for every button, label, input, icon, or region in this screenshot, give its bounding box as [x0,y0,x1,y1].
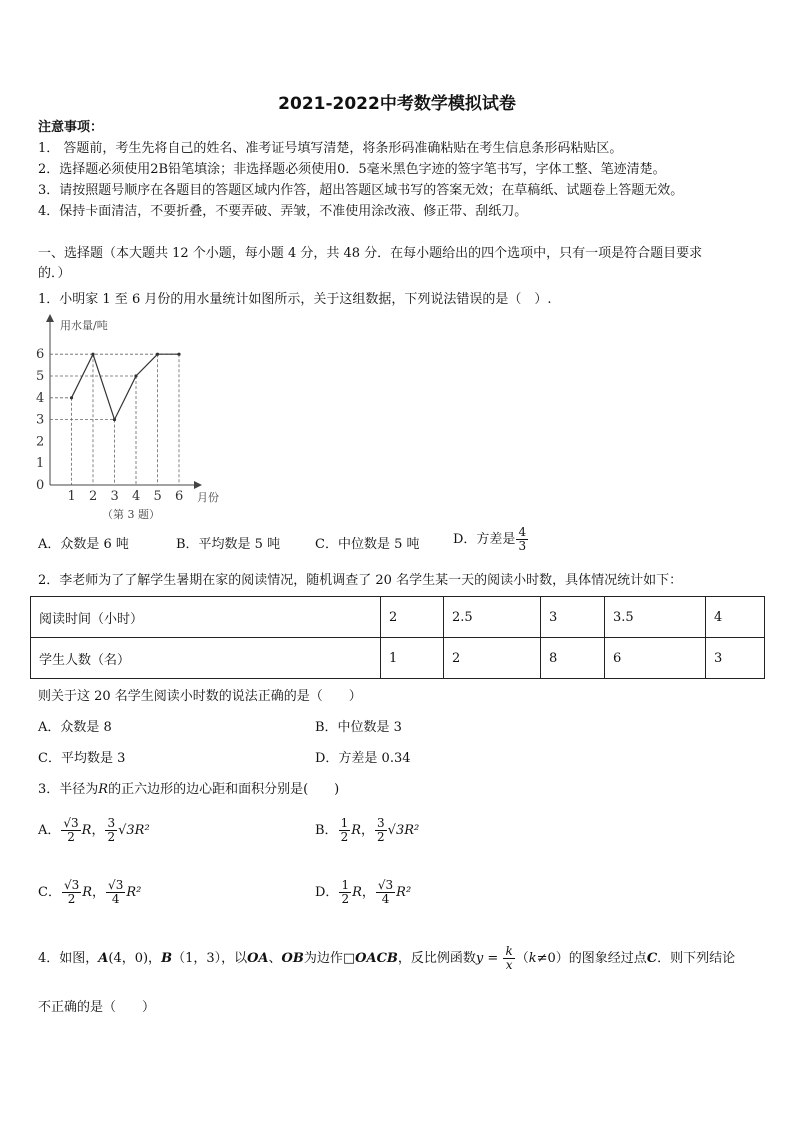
notice-item-1: 1． 答题前，考生先将自己的姓名、准考证号填写清楚，将条形码准确粘贴在考生信息条形码粘贴区。 [38,141,623,156]
y-tick-label: 0 [36,478,45,493]
q3-option-d: D． $\frac{1}{2}$ R， $\frac{√3}{4}$ R² [315,878,412,906]
y-tick-label: 4 [36,390,45,406]
table-cell: 8 [541,638,605,679]
table-cell: 学生人数（名） [31,638,381,679]
data-point [156,353,159,356]
data-point [91,353,94,356]
q1-stem: 1．小明家 1 至 6 月份的用水量统计如图所示，关于这组数据，下列说法错误的是（ ）. [38,292,552,307]
x-tick-label: 5 [153,489,162,504]
q4-stem-line1: 4．如图，A(4，0)，B（1，3），以OA、OB为边作□OACB，反比例函数y = $\frac{k}{x}$ （k≠0）的图象经过点C．则下列结论 [38,944,736,972]
data-point [177,353,180,356]
data-point [134,374,137,377]
data-point [113,418,116,421]
table-cell: 2 [381,597,444,638]
q1-option-d [453,526,529,553]
q1-option-d-prefix: D．方差是 [453,532,516,547]
x-tick-label: 4 [132,489,141,504]
q2-stem: 2．李老师为了了解学生暑期在家的阅读情况，随机调查了 20 名学生某一天的阅读小时数，具体情况统计如下： [38,573,683,588]
q2-option-b: B．中位数是 3 [315,720,402,735]
x-tick-label: 1 [67,489,76,504]
water-usage-chart [30,312,240,524]
table-cell: 3 [706,638,765,679]
y-tick-label: 6 [36,347,45,363]
table-cell: 3 [541,597,605,638]
table-row [31,597,765,638]
notice-heading: 注意事项： [38,120,104,135]
reading-hours-table [30,596,765,679]
series-line [72,354,180,419]
table-cell: 2.5 [444,597,541,638]
q3-stem: 3．半径为R的正六边形的边心距和面积分别是( ) [38,782,340,797]
q3-option-c: C． $\frac{√3}{2}$ R， $\frac{√3}{4}$ R² [38,878,142,906]
table-row [31,638,765,679]
table-cell: 4 [706,597,765,638]
notice-item-3: 3．请按照题号顺序在各题目的答题区域内作答，超出答题区域书写的答案无效；在草稿纸、试题卷上答题无效。 [38,183,684,198]
y-tick-label: 1 [36,456,45,472]
q3-option-b: B． $\frac{1}{2}$ R， $\frac{3}{2}$ √3R² [315,816,420,844]
q4-stem-line2: 不正确的是（ ） [38,1000,156,1015]
q1-option-a: A．众数是 6 吨 [38,537,129,552]
y-tick-label: 3 [36,412,45,428]
table-cell: 1 [381,638,444,679]
q2-question: 则关于这 20 名学生阅读小时数的说法正确的是（ ） [38,689,362,704]
x-tick-label: 3 [110,489,119,504]
y-tick-label: 2 [36,434,45,450]
x-tick-label: 2 [89,489,98,504]
section-heading-line1: 一、选择题（本大题共 12 个小题，每小题 4 分，共 48 分．在每小题给出的四个选项中，只有一项是符合题目要求 [38,246,703,261]
q2-option-d: D．方差是 0.34 [315,751,411,766]
table-cell: 3.5 [605,597,706,638]
table-cell: 6 [605,638,706,679]
table-cell: 2 [444,638,541,679]
q1-option-c: C．中位数是 5 吨 [315,537,420,552]
notice-item-2: 2．选择题必须使用2B铅笔填涂；非选择题必须使用0．5毫米黑色字迹的签字笔书写，字体工整、笔迹清楚。 [38,162,666,177]
q3-option-a: A． $\frac{√3}{2}$ R， $\frac{3}{2}$ √3R² [38,816,150,844]
q1-option-b: B．平均数是 5 吨 [176,537,281,552]
x-axis-label: 月份 [197,491,219,504]
y-axis-label: 用水量/吨 [60,319,108,332]
y-tick-label: 5 [36,369,45,384]
section-heading-line2: 的．） [38,266,71,281]
notice-item-4: 4．保持卡面清洁，不要折叠，不要弄破、弄皱，不准使用涂改液、修正带、刮纸刀。 [38,204,528,219]
q1-option-d-fraction: $\frac{4}{3}$ [518,525,527,553]
x-tick-label: 6 [175,489,184,504]
data-point [70,396,73,399]
table-cell: 阅读时间（小时） [31,597,381,638]
q2-option-c: C．平均数是 3 [38,751,126,766]
q2-option-a: A．众数是 8 [38,720,112,735]
page-title: 2021-2022中考数学模拟试卷 [278,94,516,114]
chart-caption: （第 3 题） [102,508,160,521]
